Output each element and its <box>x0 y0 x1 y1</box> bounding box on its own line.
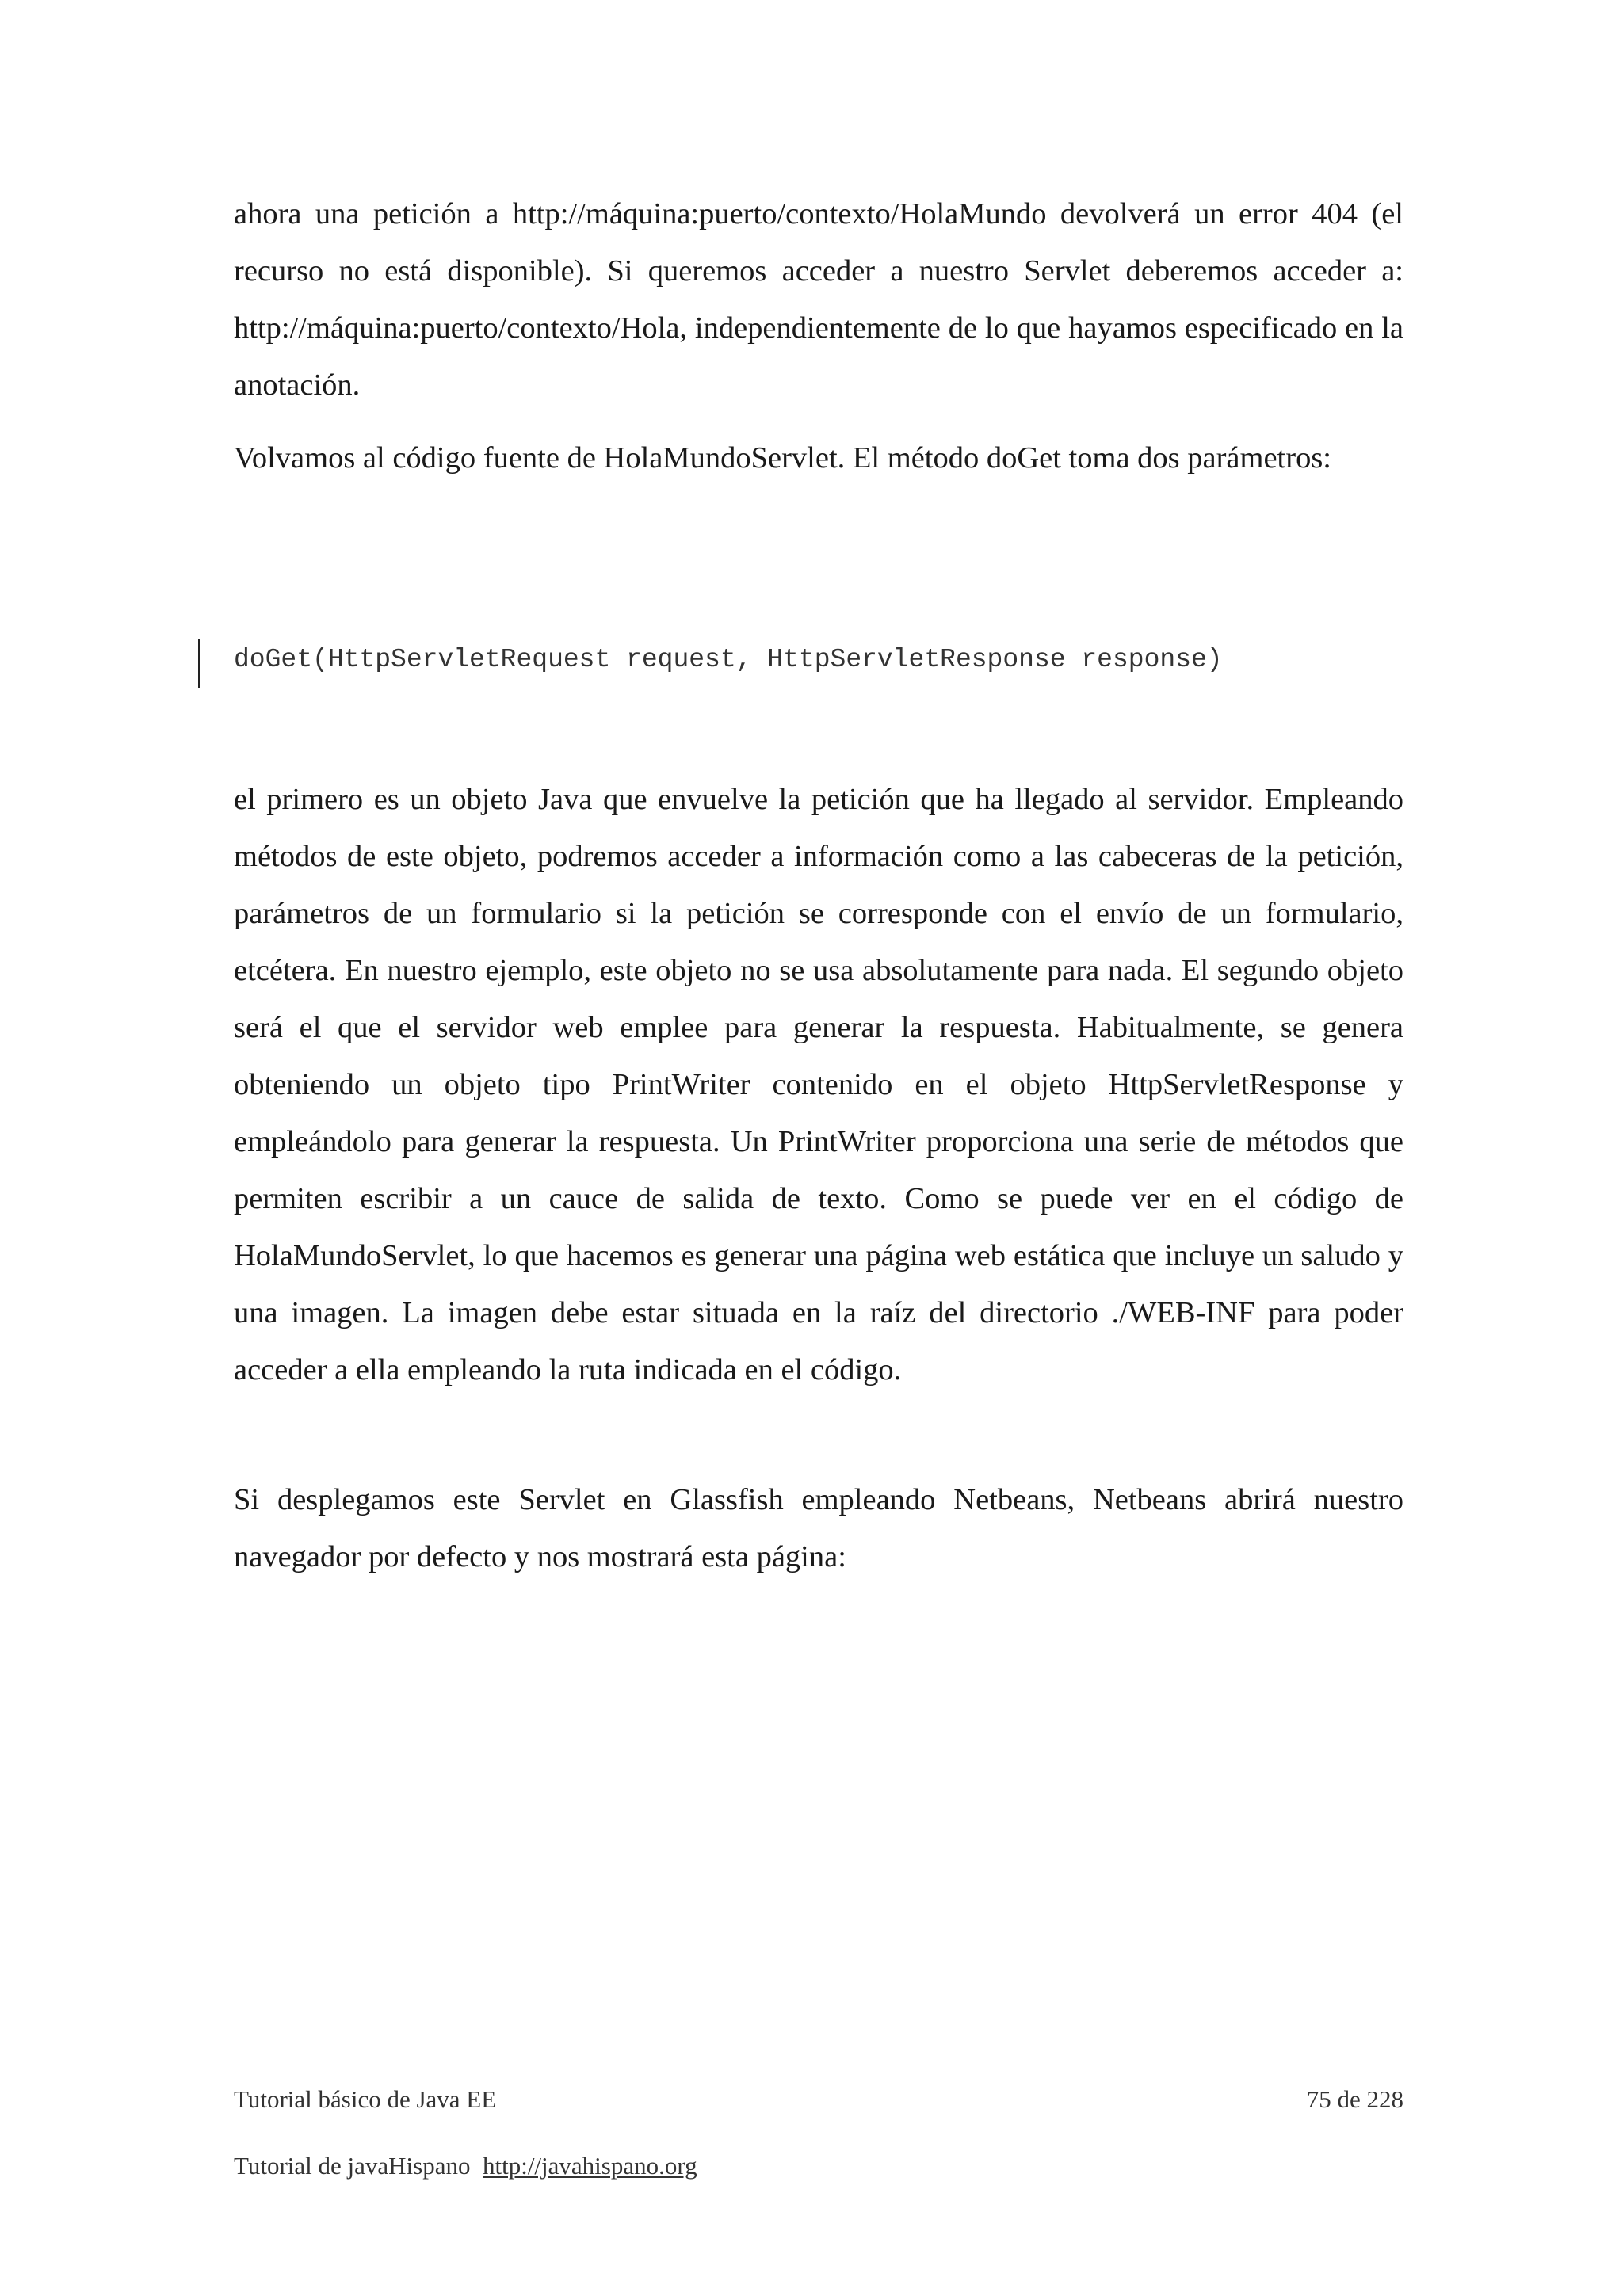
paragraph-request-response: el primero es un objeto Java que envuelve la petición que ha llegado al servidor. Empleando métodos de este objeto, podremos acceder a información como a las cabeceras de la petición, parámetros de un formulario si la petición se corresponde con el envío de un formulario, etcétera. En nuestro ejemplo, este objeto no se usa absolutamente para nada. El segundo objeto será el que el servidor web emplee para generar la respuesta. Habitualmente, se genera obteniendo un objeto tipo PrintWriter contenido en el objeto HttpServletResponse y empleándolo para generar la respuesta. Un PrintWriter proporciona una serie de métodos que permiten escribir a un cauce de salida de texto. Como se puede ver en el código de HolaMundoServlet, lo que hacemos es generar una página web estática que incluye un saludo y una imagen. La imagen debe estar situada en la raíz del directorio ./WEB-INF para poder acceder a ella empleando la ruta indicada en el código. <box>234 783 1403 1386</box>
code-change-bar <box>198 639 200 688</box>
code-snippet: doGet(HttpServletRequest request, HttpServletResponse response) <box>234 645 1223 674</box>
footer-publisher: Tutorial de javaHispano <box>234 2152 471 2180</box>
footer-title: Tutorial básico de Java EE <box>234 2085 497 2113</box>
page-number: 75 de 228 <box>1306 2085 1403 2113</box>
footer-line-1 <box>234 2084 1403 2115</box>
paragraph-doget-intro: Volvamos al código fuente de HolaMundoServlet. El método doGet toma dos parámetros: <box>234 441 1332 475</box>
footer-link[interactable]: http://javahispano.org <box>482 2152 697 2180</box>
footer-line-2 <box>234 2150 1403 2182</box>
paragraph-deploy-glassfish: Si desplegamos este Servlet en Glassfish empleando Netbeans, Netbeans abrirá nuestro navegador por defecto y nos mostrará esta página: <box>234 1483 1403 1573</box>
paragraph-error-404: ahora una petición a http://máquina:puerto/contexto/HolaMundo devolverá un error 404 (el recurso no está disponible). Si queremos acceder a nuestro Servlet deberemos acceder a: http://máquina:puerto/contexto/Hola, independientemente de lo que hayamos especificado en la anotación. <box>234 197 1403 402</box>
